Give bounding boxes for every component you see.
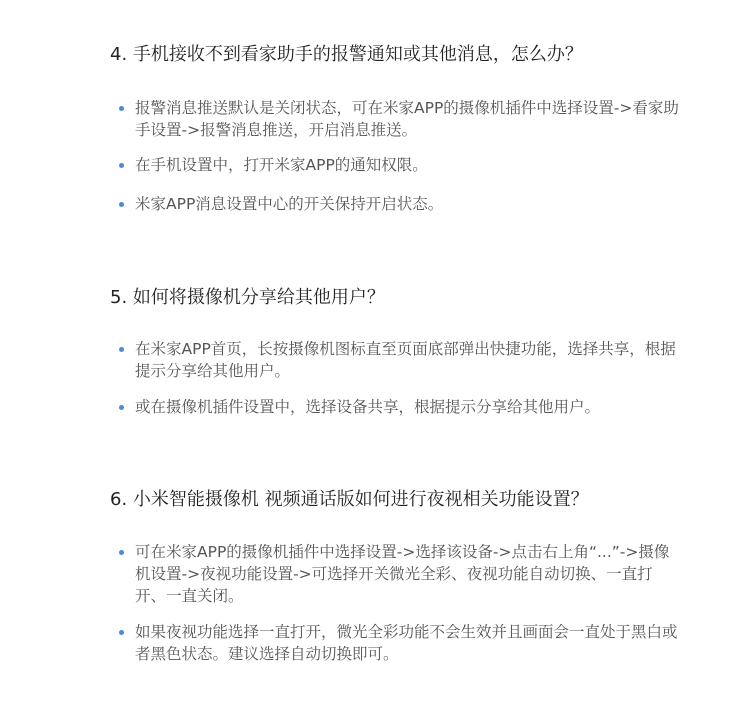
answer-item: [119, 193, 679, 215]
answer-text: 或在摄像机插件设置中，选择设备共享，根据提示分享给其他用户。: [135, 398, 601, 416]
answer-item: [119, 541, 679, 607]
bullet-dot-icon: [119, 630, 124, 635]
bullet-dot-icon: [119, 347, 124, 352]
answer-text: 在手机设置中，打开米家APP的通知权限。: [135, 156, 428, 174]
answer-text: 报警消息推送默认是关闭状态，可在米家APP的摄像机插件中选择设置->看家助手设置->报警消息推送，开启消息推送。: [135, 99, 679, 139]
faq-question: 5. 如何将摄像机分享给其他用户？: [110, 287, 385, 308]
answer-text: 在米家APP首页，长按摄像机图标直至页面底部弹出快捷功能，选择共享，根据提示分享给其他用户。: [135, 340, 676, 380]
bullet-dot-icon: [119, 550, 124, 555]
faq-question: 6. 小米智能摄像机 视频通话版如何进行夜视相关功能设置？: [110, 489, 589, 510]
answer-text: 可在米家APP的摄像机插件中选择设置->选择该设备->点击右上角“...”->摄像机设置->夜视功能设置->可选择开关微光全彩、夜视功能自动切换、一直打开、一直关闭。: [135, 543, 670, 605]
bullet-dot-icon: [119, 202, 124, 207]
answer-text: 米家APP消息设置中心的开关保持开启状态。: [135, 195, 444, 213]
answer-item: [119, 621, 679, 665]
answer-text: 如果夜视功能选择一直打开，微光全彩功能不会生效并且画面会一直处于黑白或者黑色状态。建议选择自动切换即可。: [135, 623, 678, 663]
faq-question: 4. 手机接收不到看家助手的报警通知或其他消息，怎么办？: [110, 44, 583, 65]
answer-item: [119, 97, 679, 141]
answer-item: [119, 154, 679, 176]
bullet-dot-icon: [119, 405, 124, 410]
bullet-dot-icon: [119, 106, 124, 111]
answer-item: [119, 396, 679, 418]
bullet-dot-icon: [119, 163, 124, 168]
answer-item: [119, 338, 679, 382]
